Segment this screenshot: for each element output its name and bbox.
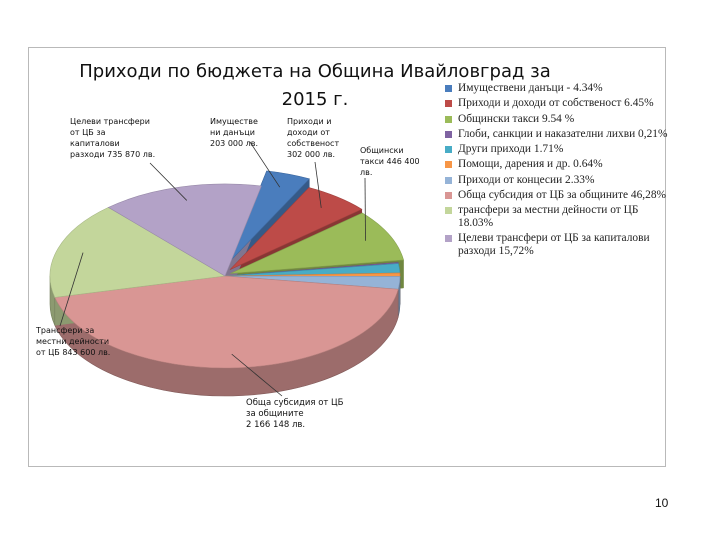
legend-label: Общински такси 9.54 % — [458, 112, 575, 125]
legend-label: Глоби, санкции и наказателни лихви 0,21% — [458, 127, 668, 140]
callout-capital-transfers: Целеви трансфери от ЦБ за капиталови разходи 735 870 лв. — [70, 117, 156, 159]
callout-property-tax: Имуществе ни данъци 203 000 лв. — [210, 117, 258, 148]
legend-label: Целеви трансфери от ЦБ за капиталови разходи 15,72% — [458, 232, 650, 257]
legend-label: Помощи, дарения и др. 0.64% — [458, 158, 603, 171]
legend-item — [445, 174, 670, 187]
legend-label: Имуществени данъци - 4.34% — [458, 82, 603, 94]
legend-label: Приходи и доходи от собственост 6.45% — [458, 97, 654, 110]
leader-line — [365, 178, 366, 241]
callout-local-activities: Трансфери за местни дейности от ЦБ 843 600 лв. — [36, 326, 111, 357]
legend-label: трансфери за местни дейности от ЦБ 18.03% — [458, 204, 639, 229]
legend-swatch — [445, 235, 452, 242]
legend-item — [445, 82, 670, 95]
legend-swatch — [445, 85, 452, 92]
legend-label: Обща субсидия от ЦБ за общините 46,28% — [458, 188, 667, 201]
legend-swatch — [445, 146, 452, 153]
legend-swatch — [445, 207, 452, 214]
legend-item — [445, 143, 670, 156]
legend-item — [445, 113, 670, 126]
chart-legend — [445, 82, 670, 260]
legend-item — [445, 232, 670, 257]
page-number: 10 — [655, 496, 669, 510]
legend-label: Приходи от концесии 2.33% — [458, 173, 595, 186]
legend-item — [445, 204, 670, 229]
legend-item — [445, 189, 670, 202]
legend-swatch — [445, 161, 452, 168]
legend-item — [445, 158, 670, 171]
legend-swatch — [445, 100, 452, 107]
legend-item — [445, 97, 670, 110]
legend-swatch — [445, 116, 452, 123]
legend-swatch — [445, 192, 452, 199]
legend-swatch — [445, 131, 452, 138]
legend-swatch — [445, 177, 452, 184]
callout-general-subsidy: Обща субсидия от ЦБ за общините 2 166 148 лв. — [246, 398, 344, 430]
callout-municipal-fees: Общински такси 446 400 лв. — [360, 146, 420, 177]
legend-item — [445, 128, 670, 141]
callout-property-income: Приходи и доходи от собственост 302 000 лв. — [287, 117, 340, 159]
legend-label: Други приходи 1.71% — [458, 143, 564, 156]
chart-title: Приходи по бюджета на Община Ивайловград за 2015 г. — [79, 61, 551, 110]
